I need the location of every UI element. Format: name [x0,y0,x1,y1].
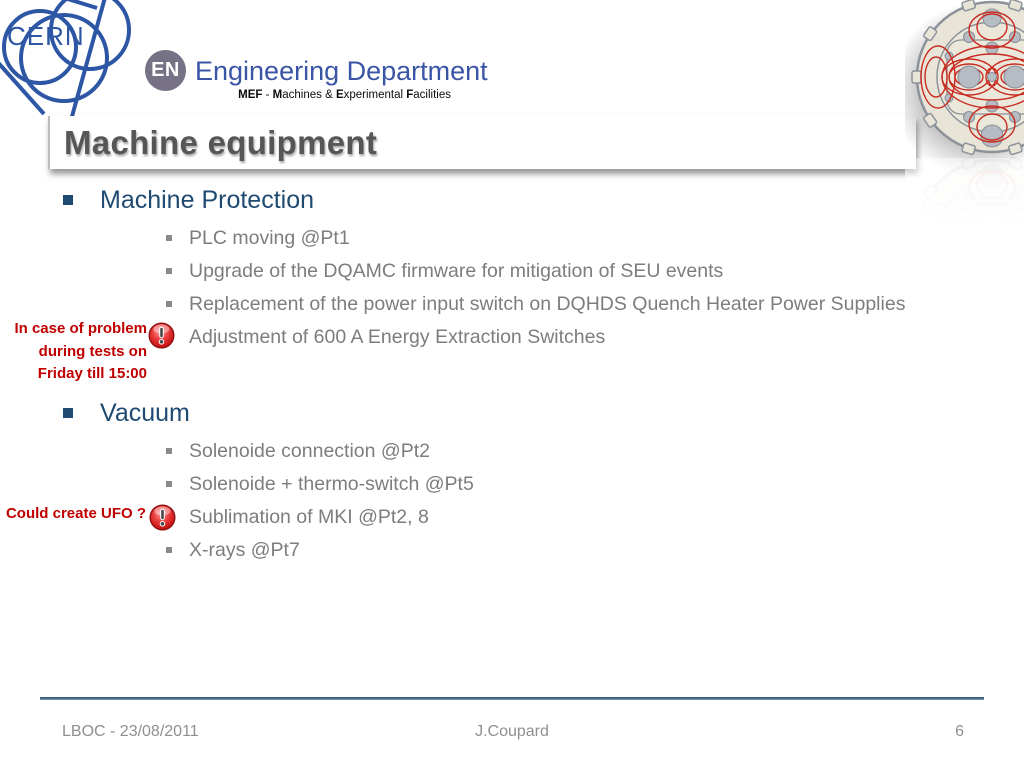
section-heading: Vacuum [100,399,190,427]
warning-icon [148,322,175,349]
list-item-text: Upgrade of the DQAMC firmware for mitigation of SEU events [189,260,724,282]
warning-icon [149,504,176,531]
mef-abbrev: MEF [238,89,263,101]
page-title: Machine equipment [64,123,378,161]
list-item-text: PLC moving @Pt1 [189,227,350,249]
department-name: Engineering Department [195,56,488,86]
list-item [0,471,1000,498]
title-bar [48,116,916,169]
bullet-square-icon [166,481,172,487]
footer-author: J.Coupard [475,723,549,740]
section-machine-protection [0,186,900,216]
footer-meeting-date: LBOC - 23/08/2011 [62,723,199,740]
bullet-square-icon [166,235,172,241]
lhc-dipole-cross-section [905,0,1024,235]
list-item-text: X-rays @Pt7 [189,539,300,561]
list-item [0,537,1000,564]
bullet-square-icon [166,268,172,274]
footer-page-number: 6 [955,723,964,740]
list-item-text: Sublimation of MKI @Pt2, 8 [189,506,429,528]
department-subtitle: MEF - Machines & Experimental Facilities [238,89,451,101]
annotation-line: In case of problem [14,320,147,337]
list-item-text: Replacement of the power input switch on DQHDS Quench Heater Power Supplies [189,293,906,315]
list-item [0,225,1000,252]
list-item [0,438,1000,465]
list-item [0,291,1000,318]
bullet-square-icon [63,408,73,418]
list-item [0,258,1000,285]
annotation-line: during tests on [38,342,147,360]
list-item-text: Solenoide connection @Pt2 [189,440,430,462]
bullet-square-icon [63,195,73,205]
en-department-badge: EN [145,50,186,91]
section-heading: Machine Protection [100,186,315,214]
section-vacuum [0,399,900,429]
annotation-line: Could create UFO ? [5,505,146,522]
bullet-square-icon [166,547,172,553]
footer-divider [40,697,984,700]
cern-logo-text: CERN [7,21,85,51]
bullet-square-icon [166,448,172,454]
list-item-text: Adjustment of 600 A Energy Extraction Switches [189,326,606,348]
bullet-square-icon [166,301,172,307]
annotation-problem-window [6,318,147,386]
annotation-ufo [0,503,146,525]
annotation-line: Friday till 15:00 [37,365,147,382]
list-item-text: Solenoide + thermo-switch @Pt5 [189,473,474,495]
